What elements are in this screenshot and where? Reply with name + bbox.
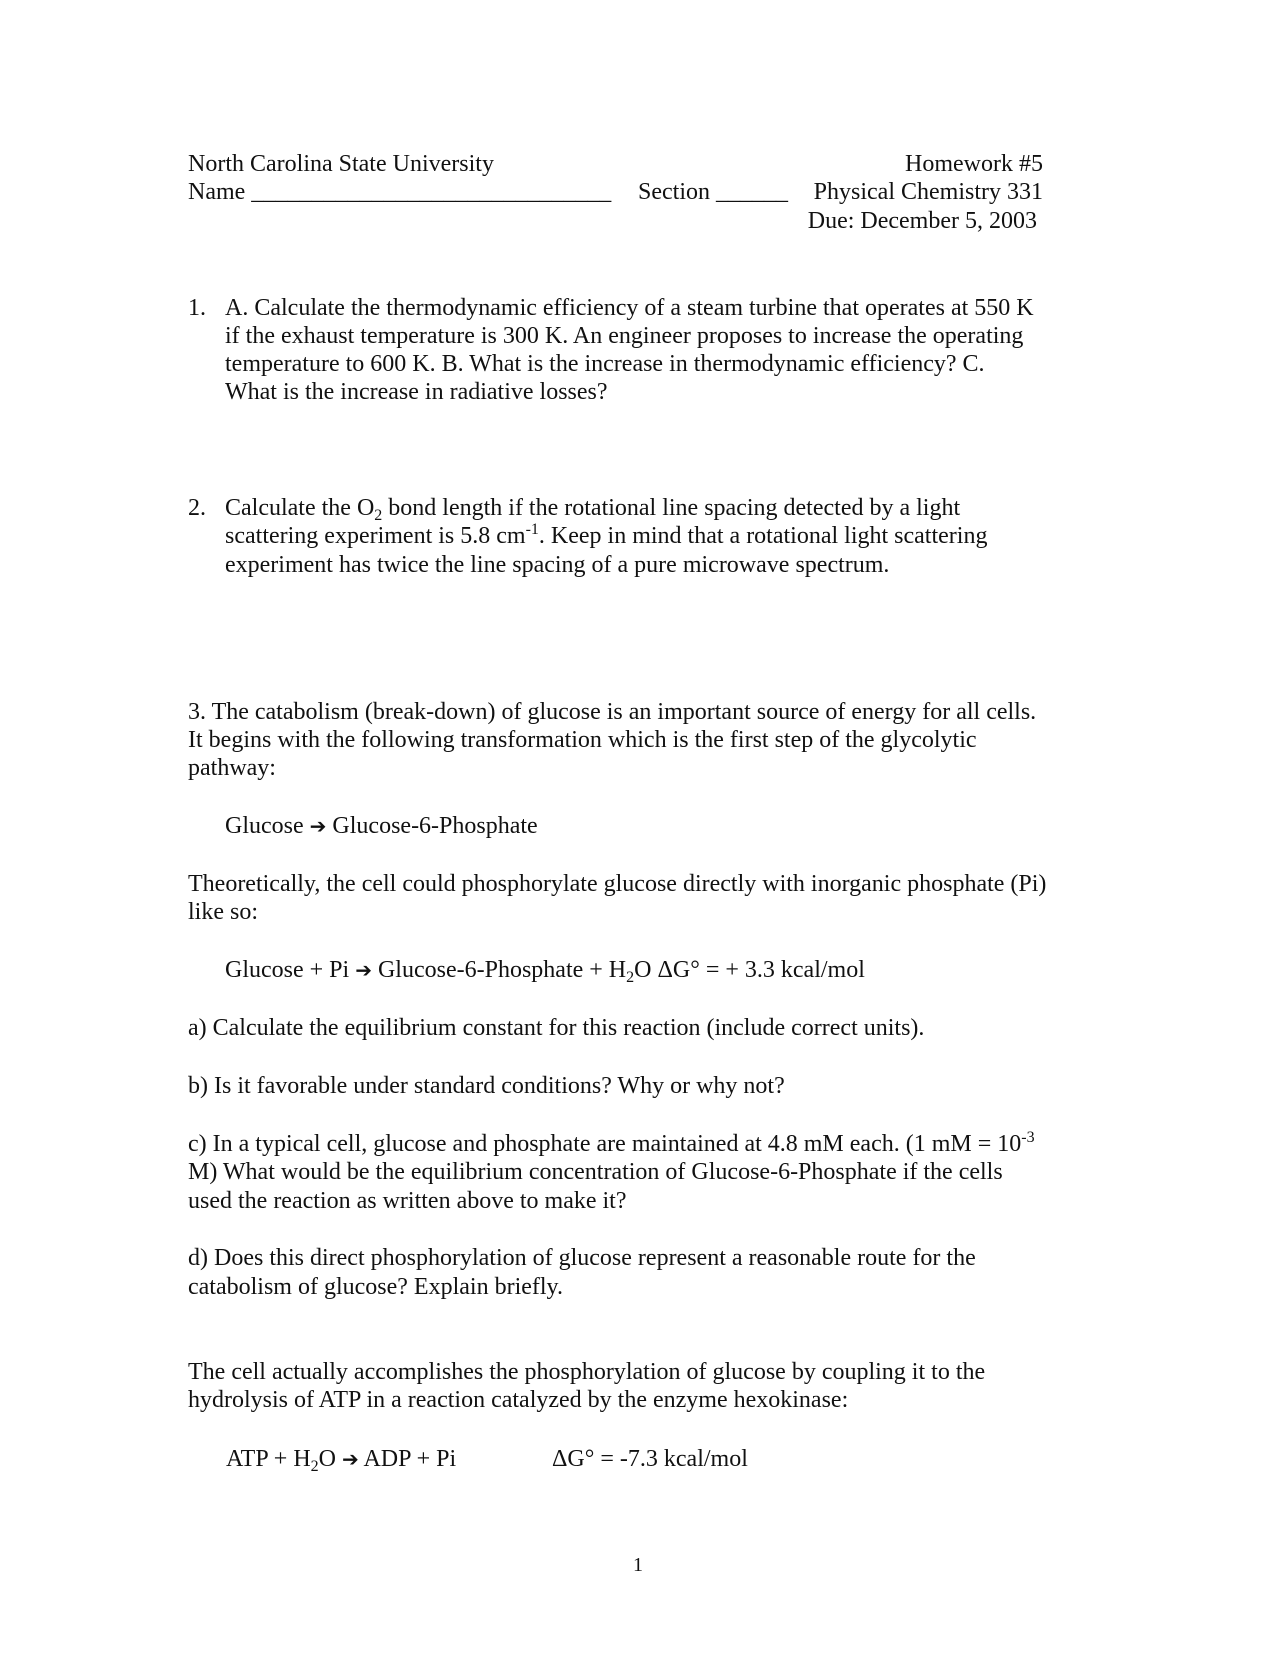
right-arrow-icon: ➔ bbox=[309, 814, 327, 838]
q1-line-2: if the exhaust temperature is 300 K. An engineer proposes to increase the operating bbox=[225, 323, 1024, 349]
theory-line-2: like so: bbox=[188, 899, 258, 925]
q1-line-3: temperature to 600 K. B. What is the increase in thermodynamic efficiency? C. bbox=[225, 351, 985, 377]
q1-line-1: A. Calculate the thermodynamic efficiency of a steam turbine that operates at 550 K bbox=[225, 295, 1034, 321]
reaction-3-subscript: 2 bbox=[310, 1458, 319, 1475]
q3-intro-line-3: pathway: bbox=[188, 755, 276, 781]
h2o-subscript: 2 bbox=[626, 969, 635, 986]
part-c-line-3: used the reaction as written above to make it? bbox=[188, 1188, 627, 1214]
reaction-2-right: O ΔG° = + 3.3 kcal/mol bbox=[634, 957, 865, 983]
theory-line-1: Theoretically, the cell could phosphorylate glucose directly with inorganic phosphate (Pi) bbox=[188, 871, 1047, 897]
q2-line-2-b: . Keep in mind that a rotational light scattering bbox=[538, 523, 988, 549]
due-date: Due: December 5, 2003 bbox=[807, 208, 1037, 234]
reaction-3-left: ATP + H bbox=[226, 1446, 311, 1472]
q2-line-1-a: Calculate the O bbox=[225, 495, 375, 521]
course-title: Physical Chemistry 331 bbox=[813, 179, 1043, 205]
part-d-line-1: d) Does this direct phosphorylation of glucose represent a reasonable route for the bbox=[188, 1245, 976, 1271]
reaction-3 bbox=[226, 1445, 456, 1474]
part-c-line-2: M) What would be the equilibrium concentration of Glucose-6-Phosphate if the cells bbox=[188, 1159, 1003, 1185]
part-c-line-1 bbox=[188, 1130, 1035, 1159]
q3-intro-line-2: It begins with the following transformation which is the first step of the glycolytic bbox=[188, 727, 977, 753]
part-b: b) Is it favorable under standard conditions? Why or why not? bbox=[188, 1073, 785, 1099]
q2-line-2 bbox=[225, 522, 987, 551]
q2-line-1 bbox=[225, 494, 960, 523]
q2-o2-subscript: 2 bbox=[374, 507, 383, 524]
reaction-2-mid: Glucose-6-Phosphate + H bbox=[371, 957, 627, 983]
q1-number: 1. bbox=[188, 295, 206, 321]
part-c-superscript: -3 bbox=[1021, 1129, 1035, 1146]
page-number: 1 bbox=[633, 1554, 643, 1576]
reaction-3-mid: O bbox=[318, 1446, 342, 1472]
q2-line-1-b: bond length if the rotational line spacing detected by a light bbox=[382, 495, 961, 521]
coupling-line-1: The cell actually accomplishes the phosphorylation of glucose by coupling it to the bbox=[188, 1359, 986, 1385]
reaction-3-delta-g: ΔG° = -7.3 kcal/mol bbox=[552, 1446, 748, 1472]
reaction-1-right: Glucose-6-Phosphate bbox=[326, 813, 538, 839]
coupling-line-2: hydrolysis of ATP in a reaction catalyzed by the enzyme hexokinase: bbox=[188, 1387, 849, 1413]
homework-title: Homework #5 bbox=[905, 151, 1043, 177]
section-field-label: Section ______ bbox=[638, 179, 788, 205]
reaction-3-right: ADP + Pi bbox=[358, 1446, 457, 1472]
q2-cm-superscript: -1 bbox=[525, 521, 539, 538]
q1-line-4: What is the increase in radiative losses? bbox=[225, 379, 608, 405]
name-field-label: Name ______________________________ bbox=[188, 179, 612, 205]
reaction-1-left: Glucose bbox=[225, 813, 310, 839]
right-arrow-icon: ➔ bbox=[342, 1447, 359, 1471]
right-arrow-icon: ➔ bbox=[355, 958, 372, 982]
reaction-1 bbox=[225, 812, 538, 841]
part-c-line-1-text: c) In a typical cell, glucose and phosphate are maintained at 4.8 mM each. (1 mM = 10 bbox=[188, 1131, 1022, 1157]
university-name: North Carolina State University bbox=[188, 151, 494, 177]
reaction-2-left: Glucose + Pi bbox=[225, 957, 356, 983]
q2-line-2-a: scattering experiment is 5.8 cm bbox=[225, 523, 526, 549]
q3-intro-line-1: 3. The catabolism (break-down) of glucose is an important source of energy for all cells. bbox=[188, 699, 1037, 725]
q2-line-3: experiment has twice the line spacing of a pure microwave spectrum. bbox=[225, 552, 890, 578]
part-a: a) Calculate the equilibrium constant for this reaction (include correct units). bbox=[188, 1015, 925, 1041]
part-d-line-2: catabolism of glucose? Explain briefly. bbox=[188, 1274, 563, 1300]
q2-number: 2. bbox=[188, 495, 206, 521]
reaction-2 bbox=[225, 956, 865, 985]
